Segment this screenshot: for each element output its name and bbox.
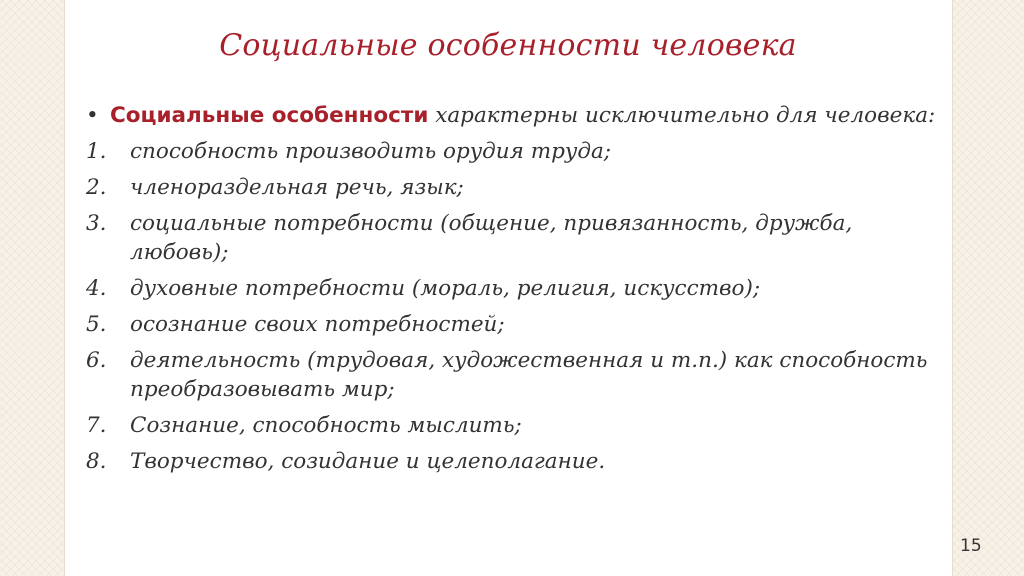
- list-item: [86, 274, 938, 303]
- list-item-number: 7.: [86, 413, 107, 438]
- intro-highlight: Социальные особенности: [110, 103, 429, 128]
- list-item: [86, 310, 938, 339]
- intro-paragraph: [86, 101, 938, 130]
- list-item: [86, 209, 938, 267]
- list-item-number: 1.: [86, 139, 107, 164]
- list-item-number: 5.: [86, 312, 107, 337]
- left-decorative-border: [0, 0, 64, 576]
- list-item-text: способность производить орудия труда;: [130, 139, 612, 164]
- list-item: [86, 173, 938, 202]
- list-item: [86, 411, 938, 440]
- left-border-rule: [64, 0, 65, 576]
- list-item-text: деятельность (трудовая, художественная и т.п.) как способность преобразовывать мир;: [130, 348, 928, 402]
- list-item-number: 3.: [86, 211, 107, 236]
- bullet-marker: •: [86, 103, 99, 128]
- right-decorative-border: [952, 0, 1024, 576]
- list-item-text: Сознание, способность мыслить;: [130, 413, 522, 438]
- list-item-text: социальные потребности (общение, привязанность, дружба, любовь);: [130, 211, 853, 265]
- slide-title: Социальные особенности человека: [219, 28, 797, 63]
- list-item-text: духовные потребности (мораль, религия, искусство);: [130, 276, 761, 301]
- intro-text: характерны исключительно для человека:: [428, 103, 936, 128]
- list-item: [86, 137, 938, 166]
- slide-content: [86, 101, 938, 483]
- list-item-number: 2.: [86, 175, 107, 200]
- page-number: 15: [960, 536, 982, 556]
- list-item-text: членораздельная речь, язык;: [130, 175, 464, 200]
- right-border-rule: [952, 0, 953, 576]
- list-item-number: 8.: [86, 449, 107, 474]
- list-item-number: 4.: [86, 276, 107, 301]
- list-item-text: Творчество, созидание и целеполагание.: [130, 449, 606, 474]
- list-item: [86, 447, 938, 476]
- list-item-number: 6.: [86, 348, 107, 373]
- list-item: [86, 346, 938, 404]
- features-list: [86, 137, 938, 476]
- list-item-text: осознание своих потребностей;: [130, 312, 505, 337]
